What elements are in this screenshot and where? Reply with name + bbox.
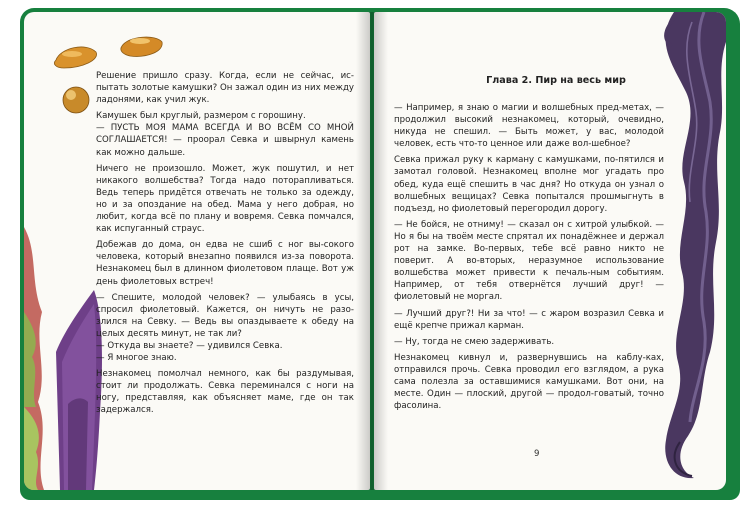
- paragraph: Камушек был круглый, размером с горошину.: [96, 111, 306, 122]
- paragraph: Незнакомец кивнул и, развернувшись на каблу-ках, отправился прочь. Севка проводил его взглядом, а рука сама полезла за оставшимися камушками. Вот они, на месте. Один — плоский, другой — продол-говатый, точно фасолина.: [394, 352, 664, 412]
- paragraph: — Я многое знаю.: [96, 353, 177, 364]
- left-text-column: [96, 70, 354, 417]
- paragraph: Ничего не произошло. Может, жук пошутил, и нет никакого волшебства? Тогда надо поторапливаться. Ведь теперь придётся отвечать не только за одежду, но и за опоздание на обед. Мама у него добрая, но любит, когда всё по плану и вовремя. Севка помчался, как испуганный страус.: [96, 163, 354, 235]
- pebble-1: [54, 47, 96, 68]
- paragraph: Добежав до дома, он едва не сшиб с ног вы-сокого человека, который внезапно появился из-за поворота. Незнакомец был в длинном фиолетовом плаще. Вот уж день фиолетовых встреч!: [96, 240, 354, 287]
- paragraph: — Лучший друг?! Ни за что! — с жаром возразил Севка и ещё крепче прижал карман.: [394, 308, 664, 331]
- book-gutter: [356, 12, 388, 490]
- paragraph: — Ну, тогда не смею задерживать.: [394, 336, 555, 347]
- pebble-3-shine: [66, 90, 76, 100]
- pebble-1-shine: [62, 51, 82, 57]
- hair-strand: [665, 12, 726, 478]
- chapter-title: Глава 2. Пир на весь мир: [486, 75, 626, 86]
- paragraph: — Например, я знаю о магии и волшебных пред-метах, — продолжил высокий незнакомец, который, очевидно, никуда не спешил. — Быть может, у вас, молодой человек, есть что-то ценное или даже вол-шебное?: [394, 103, 664, 150]
- pebble-3: [63, 87, 89, 113]
- paragraph: — Откуда вы знаете? — удивился Севка.: [96, 340, 283, 351]
- page-number: 9: [534, 449, 540, 459]
- left-page: [24, 12, 370, 490]
- pebble-2-shine: [130, 38, 150, 44]
- paragraph: Решение пришло сразу. Когда, если не сейчас, ис-пытать золотые камушки? Он зажал один из них между ладонями, как учил жук.: [96, 71, 354, 106]
- paragraph: Севка прижал руку к карману с камушками, по-пятился и замотал головой. Незнакомец вполне мог угадать про обед, куда ещё спешить в час дня? Но откуда он узнал о волшебных вещицах? Севка попытался прошмыгнуть в подъезд, но фиолетовый перегородил дорогу.: [394, 155, 664, 214]
- paragraph: — ПУСТЬ МОЯ МАМА ВСЕГДА И ВО ВСЁМ СО МНОЙ СОГЛАШАЕТСЯ! — проорал Севка и швырнул камень как можно дальше.: [96, 123, 354, 158]
- paragraph: — Спешите, молодой человек? — улыбаясь в усы, спросил фиолетовый. Кажется, он ничуть не разо-злился на Севку. — Ведь вы опаздываете к обеду на целых десять минут, не так ли?: [96, 292, 354, 339]
- right-text-column: [394, 102, 664, 412]
- paragraph: — Не бойся, не отниму! — сказал он с хитрой улыбкой. — Но я бы на твоём месте спрятал их понадёжнее и держал рот на замке. Во-первых, тебе всё равно никто не поверит. А во-вторых, неразумное использование волшебства может привести к печаль-ным событиям. Например, от тебя отвернётся лучший друг! — фиолетовый не моргал.: [394, 219, 664, 303]
- paragraph: Незнакомец помолчал немного, как бы раздумывая, стоит ли продолжать. Севка переминался с ноги на ногу, представляя, как объясняет маме, где он так задержался.: [96, 369, 354, 416]
